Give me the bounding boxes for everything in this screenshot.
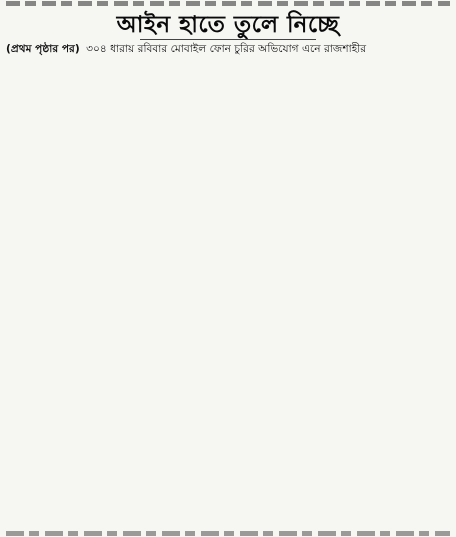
- headline-underline: [140, 39, 316, 40]
- continued-from-front-page-tag: (প্রথম পৃষ্ঠার পর): [6, 43, 80, 55]
- legible-fragment: রবিবার মোবাইল ফোন চুরির অভিযোগ এনে রাজশাহীর: [137, 43, 367, 55]
- cut-off-top-line: [6, 0, 450, 9]
- cut-off-bottom-line: [6, 529, 450, 537]
- cut-off-top-text: [6, 1, 450, 6]
- legible-fragment: ৩০৪ ধারায়: [86, 43, 135, 55]
- article-body: [6, 42, 450, 525]
- headline-container: [0, 10, 456, 40]
- article-headline: আইন হাতে তুলে নিচ্ছে: [116, 12, 340, 38]
- cut-off-bottom-text: [6, 531, 450, 536]
